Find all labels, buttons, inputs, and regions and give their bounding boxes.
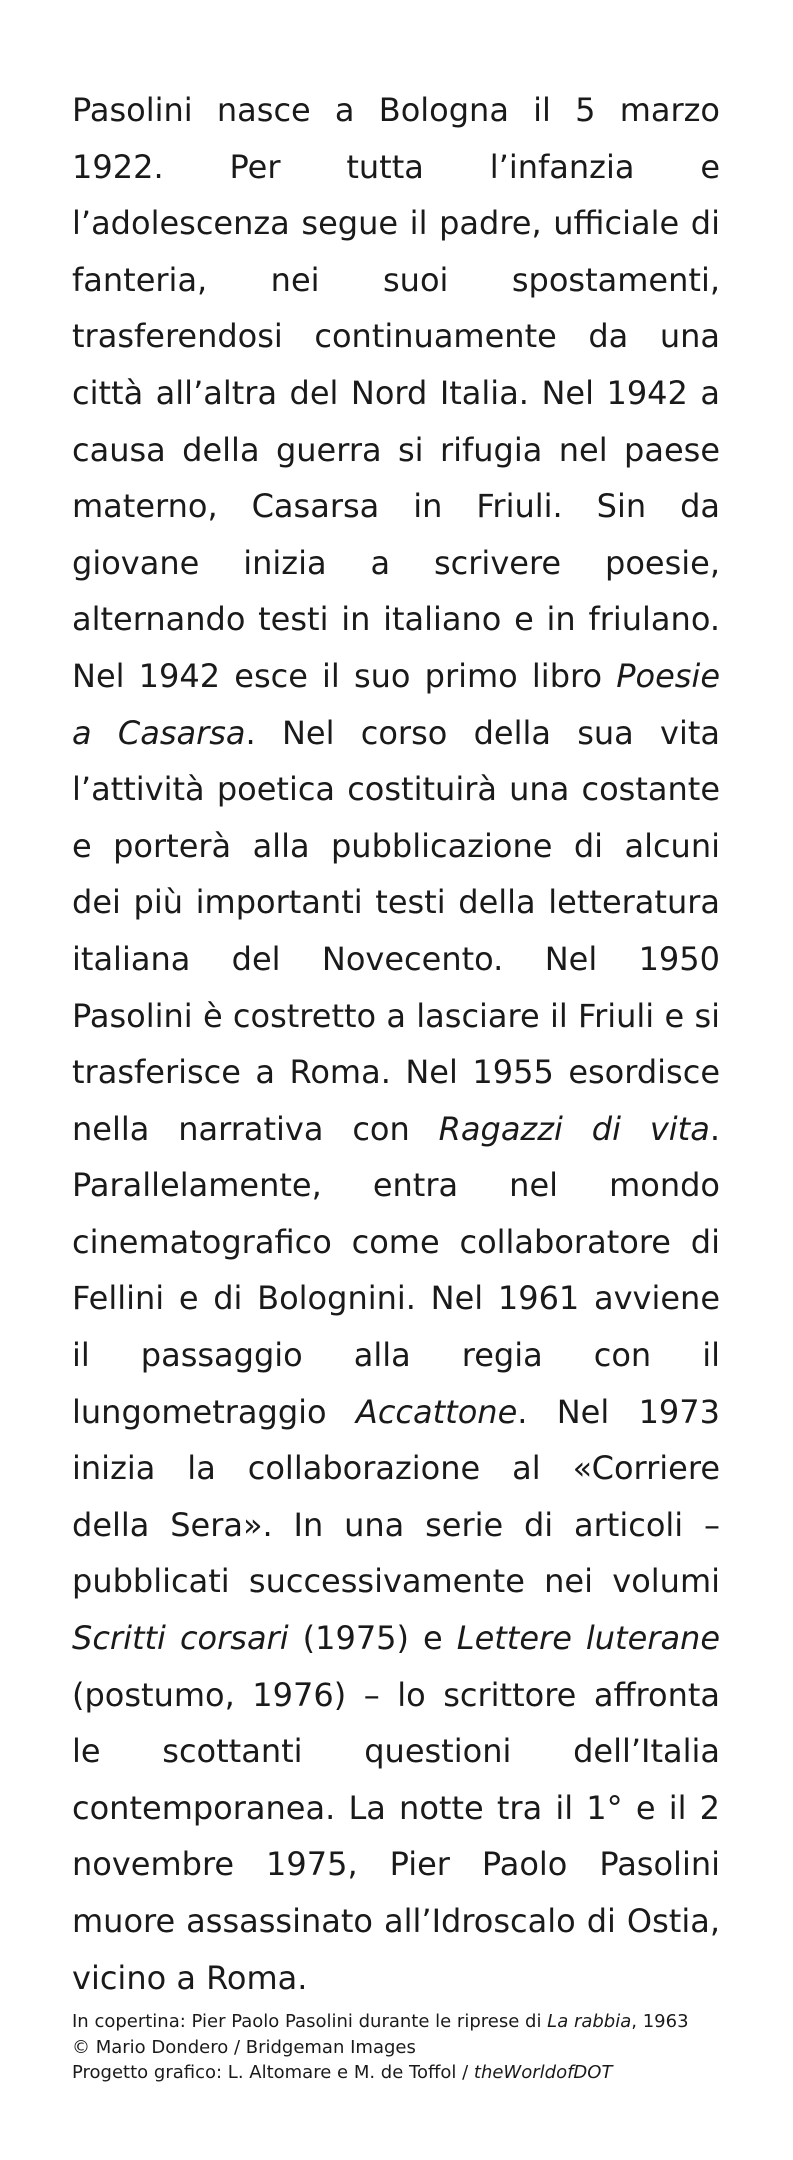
cover-credit-prefix: In copertina: Pier Paolo Pasolini durante le riprese di [72,2011,548,2032]
bio-segment: Pasolini nasce a Bologna il 5 marzo 1922. Per tutta l’infanzia e l’adolescenza segue il padre, ufficiale di fanteria, nei suoi spostamenti, trasferendosi continuamente da una città all’altra del Nord Italia. Nel 1942 a causa della guerra si rifugia nel paese materno, Casarsa in Friuli. Sin da giovane inizia a scrivere poesie, alternando testi in italiano e in friulano. Nel 1942 esce il suo primo libro [72,91,720,695]
bio-segment: . Parallelamente, entra nel mondo cinematografico come collaboratore di Fellini e di Bolognini. Nel 1961 avviene il passaggio alla regia con il lungometraggio [72,1109,721,1431]
bio-segment: . Nel corso della sua vita l’attività poetica costituirà una costante e porterà alla pubblicazione di alcuni dei più importanti testi della letteratura italiana del Novecento. Nel 1950 Pasolini è costretto a lasciare il Friuli e si trasferisce a Roma. Nel 1955 esordisce nella narrativa con [72,713,721,1148]
bio-segment: (1975) e [288,1619,457,1658]
photo-credit: © Mario Dondero / Bridgeman Images [72,2036,416,2058]
colophon-credits [72,2009,732,2086]
book-title-scritti-corsari: Scritti corsari [72,1619,289,1658]
design-credit-prefix: Progetto grafico: L. Altomare e M. de Toffol / [72,2062,474,2083]
book-title-ragazzi-di-vita: Ragazzi di vita [438,1109,710,1148]
cover-film-title: La rabbia [547,2011,632,2032]
design-credit [72,2060,732,2086]
book-title-lettere-luterane: Lettere luterane [456,1619,721,1658]
bio-segment: (postumo, 1976) – lo scrittore affronta le scottanti questioni dell’Italia contemporanea. La notte tra il 1° e il 2 novembre 1975, Pier Paolo Pasolini muore assassinato all’Idroscalo di Ostia, vicino a Roma. [72,1675,720,1997]
film-title-accattone: Accattone [355,1392,518,1431]
book-title-poesie-a-casarsa: Poesie a Casarsa [72,656,720,752]
biography-text [72,82,720,2006]
cover-credit-suffix: , 1963 [631,2011,689,2032]
bio-segment: . Nel 1973 inizia la collaborazione al «Corriere della Sera». In una serie di articoli – pubblicati successivamente nei volumi [72,1392,720,1601]
design-studio-name: theWorldofDOT [473,2062,613,2083]
cover-credit [72,2009,732,2035]
